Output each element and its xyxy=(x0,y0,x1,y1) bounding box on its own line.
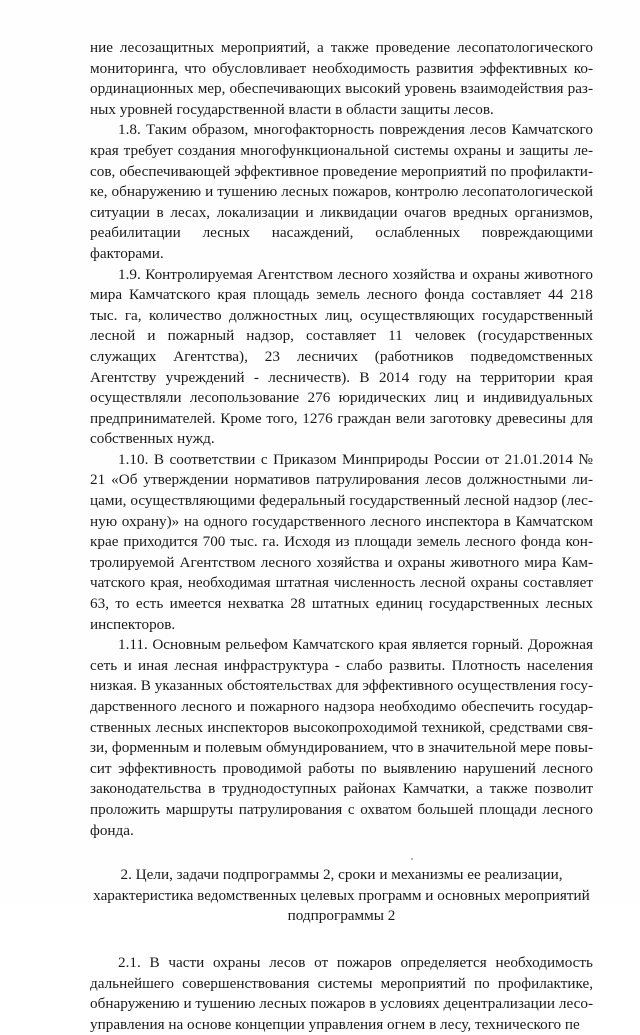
section-heading-line: 2. Цели, задачи подпрограммы 2, сроки и механизмы ее реализации, xyxy=(120,866,563,884)
paragraph-1-10: 1.10. В соответствии с Приказом Минприроды России от 21.01.2014 № 21 «Об утверждении нормативов патрулирования лесов должностными лицами, осуществляющими федеральный государственный лесной надзор (лесную охрану)» на одного государственного лесного инспектора в Камчатском крае приходится 700 тыс. га. Исходя из площади земель лесного фонда контролируемой Агентством лесного хозяйства и охраны животного мира Камчатского края, необходимая штатная численность лесной охраны составляет 63, то есть имеется нехватка 28 штатных единиц государственных лесных инспекторов. xyxy=(90,450,593,633)
paragraph-1-9: 1.9. Контролируемая Агентством лесного хозяйства и охраны животного мира Камчатского края площадь земель лесного фонда составляет 44 218 тыс. га, количество должностных лиц, осуществляющих государственный лесной и пожарный надзор, составляет 11 человек (государственных служащих Агентства), 23 лесничих (работников подведомственных Агентству учреждений - лесничеств). В 2014 году на территории края осуществляли лесопользование 276 юридических лиц и индивидуальных предпринимателей. Кроме того, 1276 граждан вели заготовку древесины для собственных нужд. xyxy=(90,265,593,448)
scan-speck xyxy=(411,858,413,860)
section-heading-line: подпрограммы 2 xyxy=(287,907,396,925)
document-body xyxy=(90,38,593,1035)
paragraph-2-1: 2.1. В части охраны лесов от пожаров определяется необходимость дальнейшего совершенствования системы мероприятий по профилактике, обнаружению и тушению лесных пожаров в условиях децентрализации лесоуправления на основе концепции управления огнем в лесу, технического пе xyxy=(90,953,593,1033)
paragraph-1-8: 1.8. Таким образом, многофакторность повреждения лесов Камчатского края требует создания многофункциональной системы охраны и защиты лесов, обеспечивающей эффективное проведение мероприятий по профилактике, обнаружению и тушению лесных пожаров, контролю лесопатологической ситуации в лесах, локализации и ликвидации очагов вредных организмов, реабилитации лесных насаждений, ослабленных повреждающими факторами. xyxy=(90,121,593,262)
section-heading-line: характеристика ведомственных целевых программ и основных мероприятий xyxy=(93,886,590,904)
paragraph-1-11: 1.11. Основным рельефом Камчатского края является горный. Дорожная сеть и иная лесная инфраструктура - слабо развиты. Плотность населения низкая. В указанных обстоятельствах для эффективного осуществления государственного лесного и пожарного надзора необходимо обеспечить государственных лесных инспекторов высокопроходимой техникой, средствами связи, форменным и полевым обмундированием, что в значительной мере повысит эффективность проводимой работы по выявлению нарушений лесного законодательства в труднодоступных районах Камчатки, а также позволит проложить маршруты патрулирования с охватом большей площади лесного фонда. xyxy=(90,636,593,839)
section-heading xyxy=(90,865,593,927)
paragraph-continuation: ние лесозащитных мероприятий, а также проведение лесопатологического мониторинга, что обусловливает необходимость развития эффективных координационных мер, обеспечивающих высокий уровень взаимодействия разных уровней государственной власти в области защиты лесов. xyxy=(90,39,593,118)
